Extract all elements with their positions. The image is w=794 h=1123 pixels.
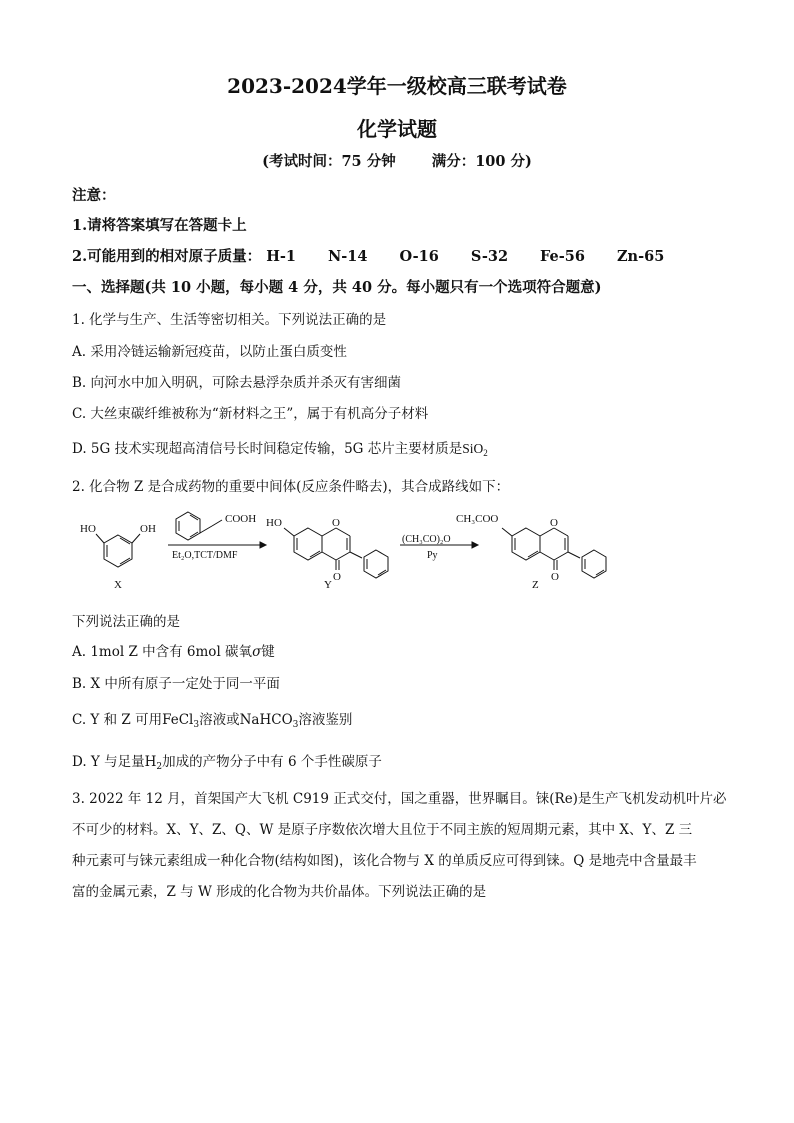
atomic-mass-n: N-14 bbox=[328, 248, 368, 265]
fecl3-formula: FeCl$_3$ bbox=[162, 712, 200, 730]
section-heading: 一、选择题(共 10 小题，每小题 4 分，共 40 分。每小题只有一个选项符合题意) bbox=[72, 279, 602, 296]
notes-heading: 注意： bbox=[72, 187, 116, 204]
q2-stem: 2. 化合物 Z 是合成药物的重要中间体(反应条件略去)，其合成路线如下： bbox=[72, 479, 510, 495]
q1-stem: 1. 化学与生产、生活等密切相关。下列说法正确的是 bbox=[72, 312, 387, 328]
q3-line-1: 3. 2022 年 12 月，首架国产大飞机 C919 正式交付，国之重器，世界瞩目。铼(Re)是生产飞机发动机叶片必 bbox=[72, 791, 727, 807]
q2-option-d: D. Y 与足量$H_2$加成的产物分子中有 6 个手性碳原子 bbox=[72, 754, 382, 772]
q2-prompt: 下列说法正确的是 bbox=[72, 614, 180, 630]
y-carbonyl-o-label: O bbox=[333, 571, 341, 583]
cooh-label: COOH bbox=[225, 513, 257, 525]
note-item-1: 1.请将答案填写在答题卡上 bbox=[72, 217, 247, 234]
q1-option-c: C. 大丝束碳纤维被称为“新材料之王”，属于有机高分子材料 bbox=[72, 406, 429, 422]
exam-info bbox=[0, 150, 794, 171]
atomic-mass-label: 2.可能用到的相对原子质量： bbox=[72, 248, 262, 265]
q1-option-d-formula: SiO$_2$ bbox=[462, 441, 488, 458]
sigma-symbol: σ bbox=[252, 644, 262, 660]
h2-formula: $H_2$ bbox=[144, 754, 163, 772]
q2-option-b: B. X 中所有原子一定处于同一平面 bbox=[72, 676, 280, 692]
q3-line-4: 富的金属元素，Z 与 W 形成的化合物为共价晶体。下列说法正确的是 bbox=[72, 884, 487, 900]
subject-title: 化学试题 bbox=[357, 117, 437, 141]
y-ho-label: HO bbox=[266, 517, 282, 529]
exam-time: (考试时间：75 分钟 bbox=[262, 153, 396, 170]
q1-option-b: B. 向河水中加入明矾，可除去悬浮杂质并杀灭有害细菌 bbox=[72, 375, 402, 391]
compound-z-label: Z bbox=[532, 579, 539, 591]
q2-option-a: A. 1mol Z 中含有 6mol 碳氧σ键 bbox=[72, 644, 275, 660]
q3-line-3: 种元素可与铼元素组成一种化合物(结构如图)，该化合物与 X 的单质反应可得到铼。Q 是地壳中含量最丰 bbox=[72, 853, 697, 869]
synthesis-scheme bbox=[60, 500, 620, 600]
reagent-2-label: (CH₃CO)₂O bbox=[402, 534, 451, 545]
atomic-mass-h: H-1 bbox=[266, 248, 297, 265]
q1-option-a: A. 采用冷链运输新冠疫苗，以防止蛋白质变性 bbox=[72, 344, 347, 360]
y-ring-o-label: O bbox=[332, 517, 340, 529]
atomic-mass-zn: Zn-65 bbox=[616, 248, 665, 265]
atomic-mass-o: O-16 bbox=[399, 248, 439, 265]
reagent-phenylacetic-acid bbox=[176, 512, 222, 540]
atomic-mass-fe: Fe-56 bbox=[540, 248, 585, 265]
atomic-mass-s: S-32 bbox=[470, 248, 509, 265]
x-ho-label: HO bbox=[80, 523, 96, 535]
z-acetoxy-label: CH₃COO bbox=[456, 513, 499, 525]
q1-option-d-text: D. 5G 技术实现超高清信号长时间稳定传输，5G 芯片主要材质是 bbox=[72, 441, 463, 457]
full-score: 满分：100 分) bbox=[431, 153, 532, 170]
compound-x-label: X bbox=[114, 579, 122, 591]
reagent-1-label: Et₂O,TCT/DMF bbox=[172, 550, 238, 561]
note-item-2 bbox=[72, 245, 664, 266]
x-oh-label: OH bbox=[140, 523, 156, 535]
q3-line-2: 不可少的材料。X、Y、Z、Q、W 是原子序数依次增大且位于不同主族的短周期元素，其中 X、Y、Z 三 bbox=[72, 822, 693, 838]
compound-x-structure bbox=[96, 534, 140, 567]
z-carbonyl-o-label: O bbox=[551, 571, 559, 583]
exam-title: 2023-2024学年一级校高三联考试卷 bbox=[227, 74, 567, 98]
z-ring-o-label: O bbox=[550, 517, 558, 529]
q2-option-c: C. Y 和 Z 可用FeCl$_3$溶液或NaHCO$_3$溶液鉴别 bbox=[72, 712, 353, 730]
q1-option-d bbox=[72, 437, 488, 458]
reagent-3-label: Py bbox=[427, 550, 438, 561]
compound-y-label: Y bbox=[324, 579, 332, 591]
nahco3-formula: NaHCO$_3$ bbox=[239, 712, 299, 730]
